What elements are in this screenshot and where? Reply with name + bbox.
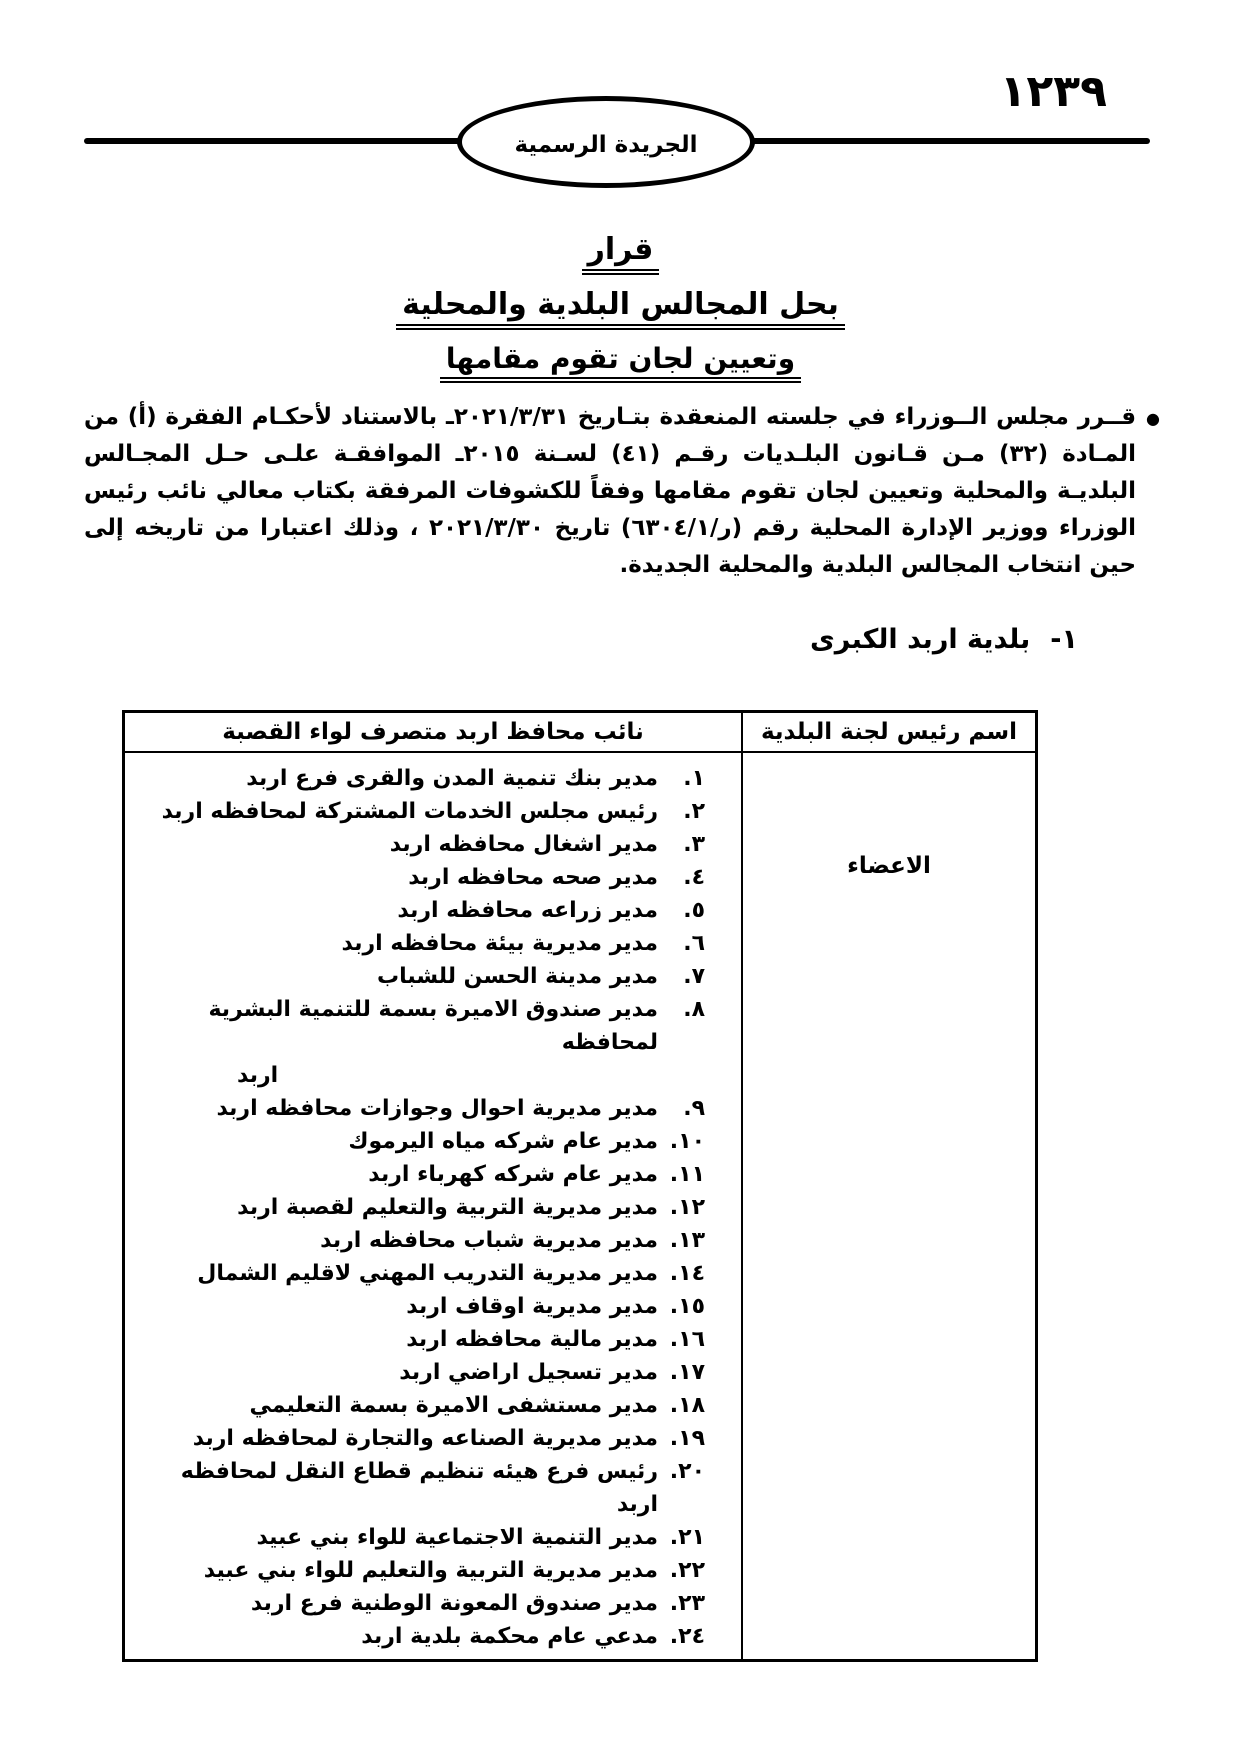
- member-number: ١٠.: [669, 1129, 705, 1154]
- member-row: [137, 894, 705, 927]
- member-text: رئيس مجلس الخدمات المشتركة لمحافظه اربد: [161, 799, 658, 824]
- member-number: ٧.: [683, 964, 705, 989]
- member-text-continuation: اربد: [237, 1063, 279, 1088]
- member-number: ٢٤.: [669, 1624, 705, 1649]
- member-number: ٢٣.: [669, 1591, 705, 1616]
- decree-title: [0, 232, 1241, 275]
- decree-title-block: [0, 232, 1241, 395]
- chairman-name-header: نائب محافظ اربد متصرف لواء القصبة: [125, 713, 743, 753]
- member-text: مدير عام شركه كهرباء اربد: [368, 1162, 658, 1187]
- masthead-label: الجريدة الرسمية: [514, 132, 698, 158]
- member-row: [137, 993, 705, 1092]
- member-row: [137, 1455, 705, 1521]
- member-row: [137, 1521, 705, 1554]
- member-row: [137, 1092, 705, 1125]
- member-text: مدير صحه محافظه اربد: [408, 865, 658, 890]
- member-row: [137, 1125, 705, 1158]
- member-text: مدير مالية محافظه اربد: [406, 1327, 658, 1352]
- member-number: ٢٢.: [669, 1558, 705, 1583]
- member-row: [137, 1587, 705, 1620]
- decree-subtitle-2-text: وتعيين لجان تقوم مقامها: [440, 342, 801, 383]
- page-number: ١٢٣٩: [999, 66, 1107, 117]
- member-row: [137, 1620, 705, 1653]
- member-row: [137, 1158, 705, 1191]
- decree-subtitle-1-text: بحل المجالس البلدية والمحلية: [396, 287, 845, 330]
- member-number: ١٧.: [669, 1360, 705, 1385]
- decision-text: قــرر مجلس الــوزراء في جلسته المنعقدة بتـاريخ ٢٠٢١/٣/٣١ـ بالاستناد لأحكـام الفقرة (أ) من المـادة (٣٢) مـن قـانون البلـديات رقـم (٤١) لسـنة ٢٠١٥ـ الموافقـة علـى حـل المجـالس البلديـة والمحلية وتعيين لجان تقوم مقامها وفقاً للكشوفات المرفقة بكتاب معالي نائب رئيس الوزراء ووزير الإدارة المحلية رقم (ر/٦٣٠٤/١) تاريخ ٢٠٢١/٣/٣٠ ، وذلك اعتبارا من تاريخه إلى حين انتخاب المجالس البلدية والمحلية الجديدة.: [84, 404, 1137, 578]
- member-number: ٦.: [683, 931, 705, 956]
- member-text: مدير بنك تنمية المدن والقرى فرع اربد: [246, 766, 658, 791]
- member-text: مدير مديرية التربية والتعليم للواء بني عبيد: [203, 1558, 658, 1583]
- member-text: مدير مديرية التربية والتعليم لقصبة اربد: [237, 1195, 658, 1220]
- member-text: مدير مديرية اوقاف اربد: [406, 1294, 658, 1319]
- member-row: [137, 1290, 705, 1323]
- member-text: مدعي عام محكمة بلدية اربد: [361, 1624, 658, 1649]
- member-number: ٢٠.: [669, 1459, 705, 1484]
- member-number: ٢١.: [669, 1525, 705, 1550]
- member-row: [137, 795, 705, 828]
- member-row: [137, 828, 705, 861]
- member-text: مدير مدينة الحسن للشباب: [377, 964, 658, 989]
- member-number: ١٣.: [669, 1228, 705, 1253]
- member-text: مدير مديرية بيئة محافظه اربد: [341, 931, 658, 956]
- bullet-icon: ●: [1146, 409, 1160, 428]
- member-row: [137, 927, 705, 960]
- masthead-oval: [457, 96, 755, 188]
- member-number: ٩.: [683, 1096, 705, 1121]
- decision-paragraph: [84, 399, 1160, 584]
- section-heading: [810, 624, 1078, 655]
- member-text: مدير التنمية الاجتماعية للواء بني عبيد: [256, 1525, 658, 1550]
- member-text: رئيس فرع هيئه تنظيم قطاع النقل لمحافظه اربد: [180, 1459, 658, 1517]
- members-label: الاعضاء: [847, 853, 931, 879]
- member-row: [137, 762, 705, 795]
- member-row: [137, 1323, 705, 1356]
- member-text: مدير صندوق المعونة الوطنية فرع اربد: [250, 1591, 658, 1616]
- member-text: مدير زراعه محافظه اربد: [397, 898, 658, 923]
- member-row: [137, 1554, 705, 1587]
- chairman-title-header: اسم رئيس لجنة البلدية: [743, 713, 1035, 753]
- member-number: ١.: [683, 766, 705, 791]
- member-number: ٤.: [683, 865, 705, 890]
- member-number: ١٩.: [669, 1426, 705, 1451]
- member-row: [137, 960, 705, 993]
- member-number: ٨.: [683, 997, 705, 1022]
- member-number: ١٤.: [669, 1261, 705, 1286]
- decree-subtitle-2: [0, 342, 1241, 383]
- section-name: بلدية اربد الكبرى: [810, 624, 1031, 655]
- member-text: مدير تسجيل اراضي اربد: [399, 1360, 658, 1385]
- member-row: [137, 1356, 705, 1389]
- member-text: مدير مديرية التدريب المهني لاقليم الشمال: [197, 1261, 658, 1286]
- section-number: ١-: [1050, 624, 1078, 655]
- committee-table: [122, 710, 1038, 1662]
- member-row: [137, 1389, 705, 1422]
- member-number: ٥.: [683, 898, 705, 923]
- member-number: ١٥.: [669, 1294, 705, 1319]
- member-number: ٣.: [683, 832, 705, 857]
- member-number: ١٨.: [669, 1393, 705, 1418]
- member-number: ١١.: [669, 1162, 705, 1187]
- member-number: ١٢.: [669, 1195, 705, 1220]
- member-text: مدير عام شركه مياه اليرموك: [348, 1129, 658, 1154]
- member-text: مدير مديرية احوال وجوازات محافظه اربد: [216, 1096, 658, 1121]
- member-text: مدير صندوق الاميرة بسمة للتنمية البشرية لمحافظه اربد: [137, 993, 658, 1092]
- member-text: مدير مديرية الصناعه والتجارة لمحافظه اربد: [192, 1426, 658, 1451]
- member-row: [137, 861, 705, 894]
- member-row: [137, 1191, 705, 1224]
- member-row: [137, 1224, 705, 1257]
- member-text: مدير مديرية شباب محافظه اربد: [320, 1228, 658, 1253]
- member-number: ١٦.: [669, 1327, 705, 1352]
- member-row: [137, 1422, 705, 1455]
- decree-subtitle-1: [0, 287, 1241, 330]
- members-list: [125, 753, 743, 1659]
- member-text: مدير مستشفى الاميرة بسمة التعليمي: [249, 1393, 658, 1418]
- member-number: ٢.: [683, 799, 705, 824]
- decree-title-text: قرار: [582, 232, 660, 275]
- member-row: [137, 1257, 705, 1290]
- member-text: مدير اشغال محافظه اربد: [389, 832, 658, 857]
